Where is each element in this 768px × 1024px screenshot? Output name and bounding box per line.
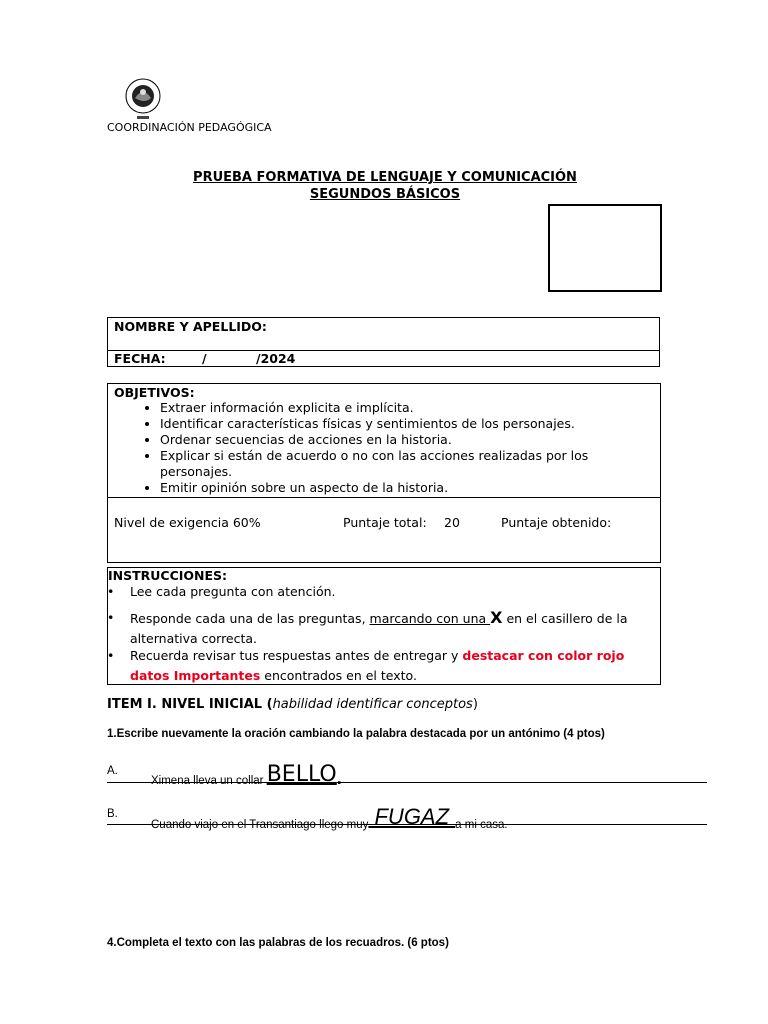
score-box xyxy=(548,204,662,292)
total-score-label: Puntaje total: xyxy=(343,515,427,530)
objective-item: • Extraer información explicita e implícita. xyxy=(160,400,630,416)
demand-level: Nivel de exigencia 60% xyxy=(114,515,261,530)
option-a-text: Ximena lleva un collar xyxy=(151,775,267,787)
option-b-end: a mi casa. xyxy=(455,819,508,831)
option-b-text: Cuando viajo en el Transantiago llego muy xyxy=(151,819,369,831)
student-info-box xyxy=(107,317,660,367)
item1-skill: habilidad identificar conceptos xyxy=(272,697,473,712)
option-b-sentence xyxy=(151,804,508,834)
test-title: PRUEBA FORMATIVA DE LENGUAJE Y COMUNICACIÓN xyxy=(193,170,577,185)
instruction-1: Lee cada pregunta con atención. xyxy=(130,584,336,599)
instruction-2-mark: X xyxy=(490,608,503,627)
school-seal-icon xyxy=(113,74,173,122)
bullet-icon: • xyxy=(107,648,115,663)
objective-item: • Ordenar secuencias de acciones en la historia. xyxy=(160,432,630,448)
divider xyxy=(108,350,659,351)
name-label: NOMBRE Y APELLIDO: xyxy=(114,319,267,334)
item1-heading xyxy=(107,697,478,712)
question-1: 1.Escribe nuevamente la oración cambiando la palabra destacada por un antónimo (4 ptos) xyxy=(107,728,605,740)
objective-item: • Emitir opinión sobre un aspecto de la historia. xyxy=(160,480,630,496)
date-row xyxy=(114,351,296,366)
date-separator: / xyxy=(202,351,207,366)
objective-item: • Identificar características físicas y sentimientos de los personajes. xyxy=(160,416,630,432)
instruction-3-highlight: destacar con color rojo datos Importantes xyxy=(130,648,625,683)
date-year: /2024 xyxy=(256,351,296,366)
instruction-2-end: en el casillero de la alternativa correcta. xyxy=(130,611,628,646)
objectives-box xyxy=(107,383,661,563)
instruction-2 xyxy=(130,608,658,649)
option-b-word: FUGAZ xyxy=(368,804,456,829)
answer-line-b[interactable] xyxy=(107,824,707,825)
instructions-heading: INSTRUCCIONES: xyxy=(108,568,228,583)
answer-line-a[interactable] xyxy=(107,782,707,783)
option-b-letter: B. xyxy=(107,808,118,820)
divider xyxy=(108,497,660,498)
instruction-2-underlined: marcando con una xyxy=(369,611,491,626)
instruction-3 xyxy=(130,646,658,686)
option-a-period: . xyxy=(336,768,342,788)
instructions-box xyxy=(107,567,661,685)
item1-heading-text: ITEM I. NIVEL INICIAL ( xyxy=(107,697,273,712)
option-a-letter: A. xyxy=(107,765,118,777)
date-label: FECHA: xyxy=(114,351,166,366)
objectives-list xyxy=(136,400,630,496)
obtained-score-label: Puntaje obtenido: xyxy=(501,515,612,530)
instruction-2-text: Responde cada una de las preguntas, xyxy=(130,611,370,626)
option-a-sentence xyxy=(151,762,342,790)
instruction-3-end: encontrados en el texto. xyxy=(260,668,417,683)
instruction-3-text: Recuerda revisar tus respuestas antes de entregar y xyxy=(130,648,463,663)
total-score-value: 20 xyxy=(444,515,460,530)
item1-close: ) xyxy=(472,697,478,712)
bullet-icon: • xyxy=(107,584,115,599)
option-a-word: BELLO xyxy=(266,762,337,787)
objective-item: • Explicar si están de acuerdo o no con las acciones realizadas por los personajes. xyxy=(160,448,630,480)
coordination-label: COORDINACIÓN PEDAGÓGICA xyxy=(107,121,272,134)
bullet-icon: • xyxy=(107,610,115,625)
objectives-heading: OBJETIVOS: xyxy=(114,385,195,400)
question-4: 4.Completa el texto con las palabras de los recuadros. (6 ptos) xyxy=(107,937,449,949)
test-subtitle: SEGUNDOS BÁSICOS xyxy=(309,187,461,202)
